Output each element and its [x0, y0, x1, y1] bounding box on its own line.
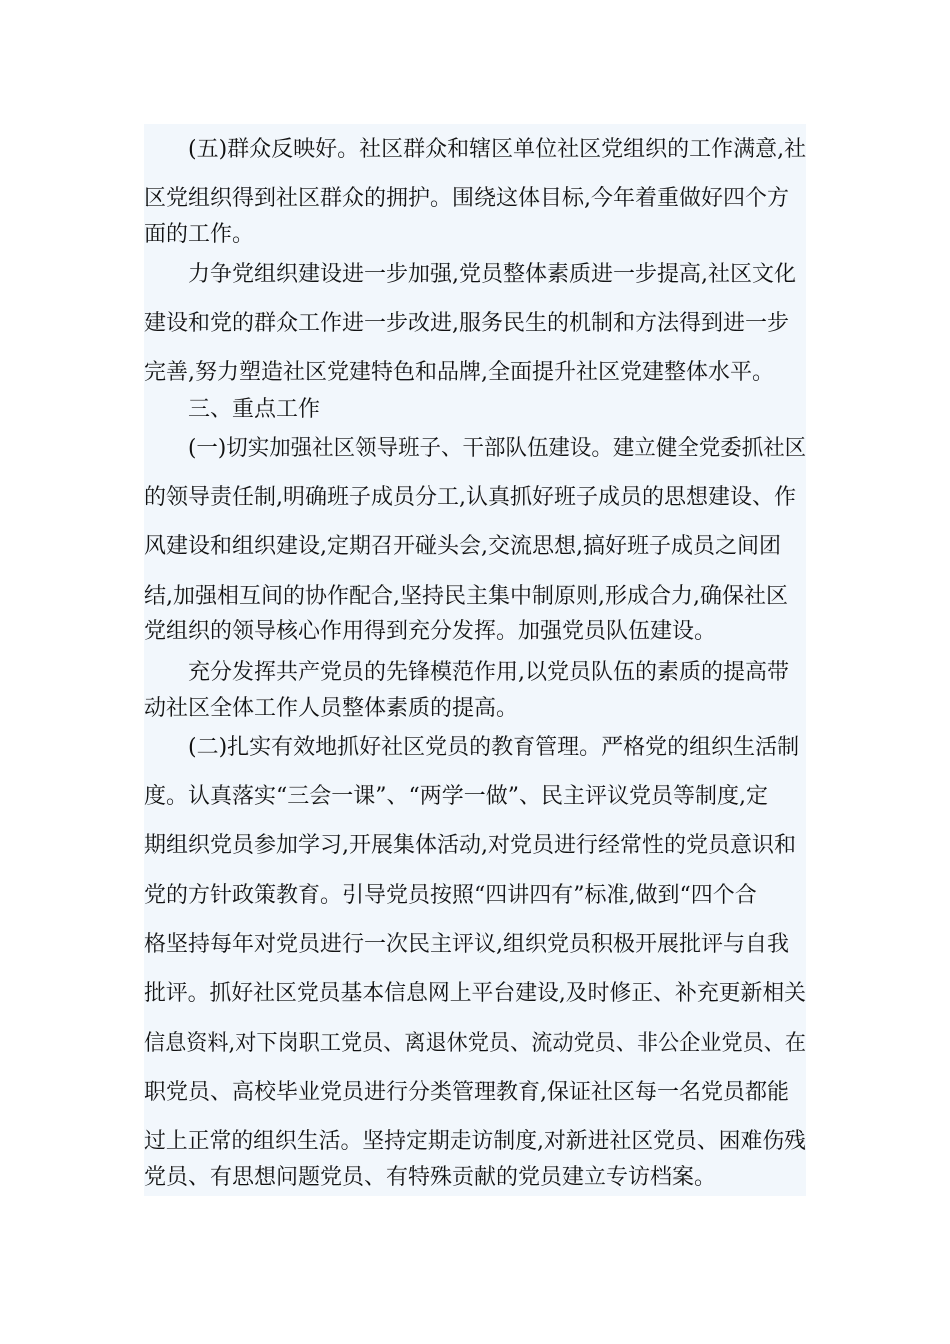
- text-line-7: 三、重点工作: [188, 397, 321, 422]
- text-line-11: 结,加强相互间的协作配合,坚持民主集中制原则,形成合力,确保社区: [144, 584, 788, 609]
- text-line-19: 格坚持每年对党员进行一次民主评议,组织党员积极开展批评与自我: [144, 932, 789, 957]
- text-line-17: 期组织党员参加学习,开展集体活动,对党员进行经常性的党员意识和: [144, 833, 796, 858]
- text-line-14: 动社区全体工作人员整体素质的提高。: [144, 696, 519, 721]
- text-line-4: 力争党组织建设进一步加强,党员整体素质进一步提高,社区文化: [188, 262, 796, 287]
- text-line-12: 党组织的领导核心作用得到充分发挥。加强党员队伍建设。: [144, 619, 717, 644]
- text-line-21: 信息资料,对下岗职工党员、离退休党员、流动党员、非公企业党员、在: [144, 1031, 806, 1056]
- text-line-22: 职党员、高校毕业党员进行分类管理教育,保证社区每一名党员都能: [144, 1080, 789, 1105]
- document-text-block: [144, 124, 806, 1196]
- text-line-6: 完善,努力塑造社区党建特色和品牌,全面提升社区党建整体水平。: [144, 360, 774, 385]
- text-line-15: (二)扎实有效地抓好社区党员的教育管理。严格党的组织生活制: [188, 735, 800, 760]
- text-line-9: 的领导责任制,明确班子成员分工,认真抓好班子成员的思想建设、作: [144, 485, 796, 510]
- text-line-8: (一)切实加强社区领导班子、干部队伍建设。建立健全党委抓社区: [188, 436, 807, 461]
- text-line-13: 充分发挥共产党员的先锋模范作用,以党员队伍的素质的提高带: [188, 660, 789, 685]
- text-line-18: 党的方针政策教育。引导党员按照“四讲四有”标准,做到“四个合: [144, 883, 757, 908]
- text-line-3: 面的工作。: [144, 222, 255, 247]
- text-line-20: 批评。抓好社区党员基本信息网上平台建设,及时修正、补充更新相关: [144, 981, 806, 1006]
- text-line-23: 过上正常的组织生活。坚持定期走访制度,对新进社区党员、困难伤残: [144, 1129, 806, 1154]
- text-line-24: 党员、有思想问题党员、有特殊贡献的党员建立专访档案。: [144, 1165, 717, 1190]
- text-line-1: (五)群众反映好。社区群众和辖区单位社区党组织的工作满意,社: [188, 137, 807, 162]
- text-line-16: 度。认真落实“三会一课”、“两学一做”、民主评议党员等制度,定: [144, 784, 768, 809]
- text-line-10: 风建设和组织建设,定期召开碰头会,交流思想,搞好班子成员之间团: [144, 534, 781, 559]
- text-line-5: 建设和党的群众工作进一步改进,服务民生的机制和方法得到进一步: [144, 311, 789, 336]
- text-line-2: 区党组织得到社区群众的拥护。围绕这体目标,今年着重做好四个方: [144, 186, 789, 211]
